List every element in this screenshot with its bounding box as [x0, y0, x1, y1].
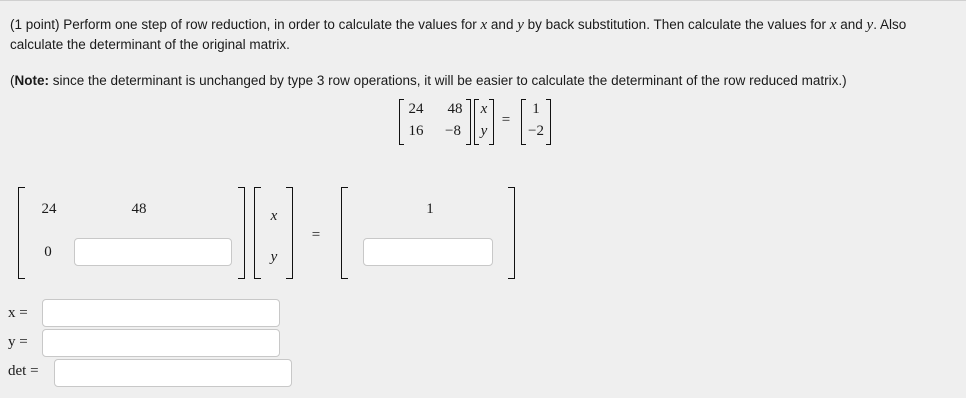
prompt-text: Perform one step of row reduction, in order to calculate the values for: [59, 17, 481, 32]
prompt-text: by back substitution. Then calculate the values for: [523, 17, 830, 32]
matrix-a11: 24: [408, 101, 424, 117]
rhs-b2: −2: [528, 123, 544, 139]
var-x: x: [480, 17, 488, 33]
reduced-vector-y: y: [270, 249, 278, 265]
reduced-r21: 0: [44, 244, 52, 260]
prompt-text: and: [487, 17, 518, 32]
prompt-text: and: [836, 17, 867, 32]
prompt-text: . Also calculate the determinant of the original matrix.: [10, 17, 907, 52]
var-x: x: [829, 17, 837, 33]
reduced-r22-input[interactable]: [74, 238, 232, 266]
point-value: (1 point): [10, 17, 60, 32]
reduced-r11: 24: [41, 201, 57, 217]
reduced-rhs-bracket-left: [341, 187, 348, 279]
x-answer-label: x =: [8, 305, 28, 321]
var-y: y: [866, 17, 874, 33]
reduced-r12: 48: [131, 201, 147, 217]
det-answer-label: det =: [8, 363, 39, 379]
reduced-rhs-b1: 1: [426, 201, 434, 217]
rhs-bracket-right: [546, 99, 551, 145]
y-answer-label: y =: [8, 334, 28, 350]
note-paren: (: [10, 73, 15, 88]
det-answer-input[interactable]: [54, 359, 292, 387]
reduced-b2-input[interactable]: [363, 238, 493, 266]
note-body: since the determinant is unchanged by type 3 row operations, it will be easier to calculate the determinant of the row reduced matrix.): [49, 73, 847, 88]
x-answer-input[interactable]: [42, 299, 280, 327]
note-label: Note:: [14, 73, 49, 88]
matrix-a22: −8: [445, 123, 461, 139]
reduced-vector-x: x: [270, 208, 278, 224]
var-y: y: [517, 17, 524, 33]
note-text: [10, 71, 847, 91]
reduced-equals-sign: =: [311, 227, 321, 243]
vector-bracket-right: [489, 99, 494, 145]
matrix-bracket-right: [466, 99, 471, 145]
reduced-vector-bracket-right: [286, 187, 293, 279]
reduced-matrix-bracket-right: [238, 187, 245, 279]
reduced-rhs-bracket-right: [508, 187, 515, 279]
y-answer-input[interactable]: [42, 329, 280, 357]
rhs-b1: 1: [532, 101, 540, 117]
matrix-a12: 48: [447, 101, 463, 117]
reduced-matrix-bracket-left: [18, 187, 25, 279]
problem-prompt: [10, 15, 960, 55]
vector-y: y: [480, 123, 488, 139]
vector-x: x: [480, 101, 488, 117]
reduced-vector-bracket-left: [254, 187, 261, 279]
matrix-a21: 16: [408, 123, 424, 139]
equals-sign: =: [501, 112, 511, 128]
